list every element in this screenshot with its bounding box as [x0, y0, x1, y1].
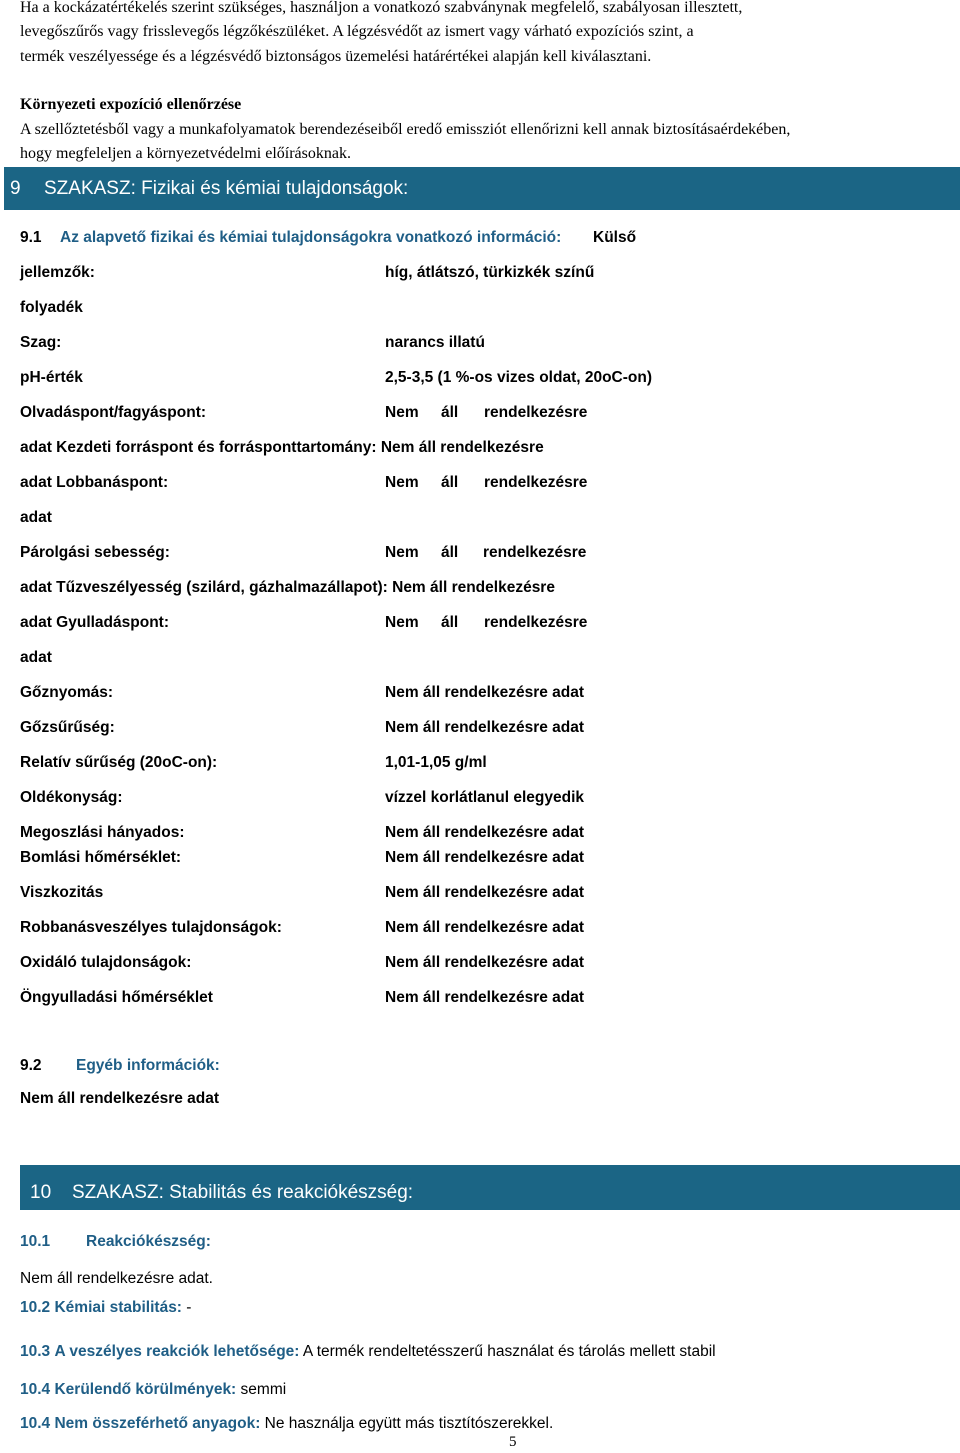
intro-line-1: Ha a kockázatértékelés szerint szükséges, használjon a vonatkozó szabványnak megfelelő, szabályosan illesztett,	[20, 0, 743, 16]
subsection-10-1-text: Nem áll rendelkezésre adat.	[20, 1270, 213, 1287]
prop-label: Olvadáspont/fagyáspont:	[20, 404, 207, 421]
subsection-9-2-title: Egyéb információk:	[76, 1057, 220, 1074]
env-line-1: A szellőztetésből vagy a munkafolyamatok berendezéseiből eredő emissziót ellenőrizni kell annak biztosításaérdekében,	[20, 121, 791, 138]
env-line-2: hogy megfeleljen a környezetvédelmi előírásoknak.	[20, 145, 351, 162]
prop-value-word: rendelkezésre	[484, 614, 588, 631]
subsection-9-2-text: Nem áll rendelkezésre adat	[20, 1090, 220, 1107]
subsection-10-5-number: 10.4	[20, 1415, 51, 1432]
prop-label: Gőznyomás:	[20, 684, 114, 701]
prop-value-word: áll	[441, 404, 459, 421]
prop-value: Nem áll rendelkezésre adat	[385, 884, 585, 901]
subsection-9-1-title: Az alapvető fizikai és kémiai tulajdonságokra vonatkozó információ:	[60, 229, 562, 246]
prop-label: folyadék	[20, 299, 83, 316]
subsection-10-1-title: Reakciókészség:	[86, 1233, 211, 1250]
prop-label: adat	[20, 649, 52, 666]
subsection-10-3-number: 10.3	[20, 1343, 51, 1360]
prop-value: vízzel korlátlanul elegyedik	[385, 789, 584, 806]
intro-line-2: levegőszűrős vagy frisslevegős légzőkészüléket. A légzésvédőt az ismert vagy várható expozíciós szint, a	[20, 23, 694, 40]
subsection-10-3-title: A veszélyes reakciók lehetősége:	[54, 1343, 300, 1360]
prop-label: adat Lobbanáspont:	[20, 474, 169, 491]
subsection-10-2-text: -	[186, 1299, 192, 1316]
section-10-title: SZAKASZ: Stabilitás és reakciókészség:	[72, 1182, 414, 1203]
prop-value: Nem áll rendelkezésre adat	[385, 919, 585, 936]
subsection-10-2-title: Kémiai stabilitás:	[54, 1299, 182, 1316]
subsection-9-1-tail: Külső	[593, 229, 637, 246]
prop-line: adat Tűzveszélyesség (szilárd, gázhalmazállapot): Nem áll rendelkezésre	[20, 579, 555, 596]
subsection-10-4-title: Kerülendő körülmények:	[54, 1381, 237, 1398]
prop-label: Párolgási sebesség:	[20, 544, 170, 561]
subsection-10-2-number: 10.2	[20, 1299, 51, 1316]
subsection-10-1-number: 10.1	[20, 1233, 51, 1250]
section-10-number: 10	[30, 1182, 52, 1203]
prop-label: Megoszlási hányados:	[20, 824, 185, 841]
subsection-10-3-text: A termék rendeltetésszerű használat és tárolás mellett stabil	[302, 1343, 716, 1360]
prop-value-word: áll	[441, 474, 459, 491]
intro-line-3: termék veszélyessége és a légzésvédő biztonságos üzemelési határértékei alapján kell kiválasztani.	[20, 48, 652, 65]
prop-value-word: áll	[441, 544, 459, 561]
prop-value: 2,5-3,5 (1 %-os vizes oldat, 20oC-on)	[385, 369, 653, 386]
prop-value-word: Nem	[385, 404, 419, 421]
subsection-10-2	[20, 1299, 191, 1317]
prop-label: Oxidáló tulajdonságok:	[20, 954, 192, 971]
subsection-9-1-number: 9.1	[20, 229, 42, 246]
prop-label: Szag:	[20, 334, 62, 351]
prop-value-word: Nem	[385, 474, 419, 491]
prop-value: Nem áll rendelkezésre adat	[385, 684, 585, 701]
prop-label: Oldékonyság:	[20, 789, 123, 806]
prop-value-word: rendelkezésre	[483, 544, 587, 561]
env-heading: Környezeti expozíció ellenőrzése	[20, 96, 242, 113]
prop-label: Robbanásveszélyes tulajdonságok:	[20, 919, 282, 936]
subsection-10-4	[20, 1381, 286, 1399]
subsection-10-4-number: 10.4	[20, 1381, 51, 1398]
prop-value: Nem áll rendelkezésre adat	[385, 989, 585, 1006]
prop-value: 1,01-1,05 g/ml	[385, 754, 487, 771]
prop-value-word: áll	[441, 614, 459, 631]
prop-value-word: rendelkezésre	[484, 404, 588, 421]
prop-value-word: rendelkezésre	[484, 474, 588, 491]
subsection-10-5-title: Nem összeférhető anyagok:	[54, 1415, 261, 1432]
page-number: 5	[509, 1434, 517, 1450]
subsection-9-2-number: 9.2	[20, 1057, 42, 1074]
prop-value: Nem áll rendelkezésre adat	[385, 954, 585, 971]
prop-label: adat Gyulladáspont:	[20, 614, 169, 631]
prop-label: Relatív sűrűség (20oC-on):	[20, 754, 218, 771]
subsection-10-5-text: Ne használja együtt más tisztítószerekkel.	[264, 1415, 554, 1432]
prop-line: adat Kezdeti forráspont és forrásponttartomány: Nem áll rendelkezésre	[20, 439, 544, 456]
prop-label: Viszkozitás	[20, 884, 104, 901]
subsection-10-5	[20, 1415, 553, 1433]
subsection-10-4-text: semmi	[240, 1381, 287, 1398]
section-9-title: SZAKASZ: Fizikai és kémiai tulajdonságok:	[44, 178, 409, 199]
subsection-10-3	[20, 1343, 716, 1361]
prop-label: Gőzsűrűség:	[20, 719, 115, 736]
prop-value: híg, átlátszó, türkizkék színű	[385, 264, 595, 281]
prop-value: Nem áll rendelkezésre adat	[385, 824, 585, 841]
prop-label: pH-érték	[20, 369, 83, 386]
prop-label: adat	[20, 509, 52, 526]
prop-label: Bomlási hőmérséklet:	[20, 849, 182, 866]
prop-value: Nem áll rendelkezésre adat	[385, 849, 585, 866]
prop-value-word: Nem	[385, 614, 419, 631]
section-9-number: 9	[10, 178, 21, 199]
prop-label: Öngyulladási hőmérséklet	[20, 989, 213, 1006]
prop-value: Nem áll rendelkezésre adat	[385, 719, 585, 736]
prop-value-word: Nem	[385, 544, 419, 561]
prop-label: jellemzők:	[20, 264, 95, 281]
prop-value: narancs illatú	[385, 334, 485, 351]
